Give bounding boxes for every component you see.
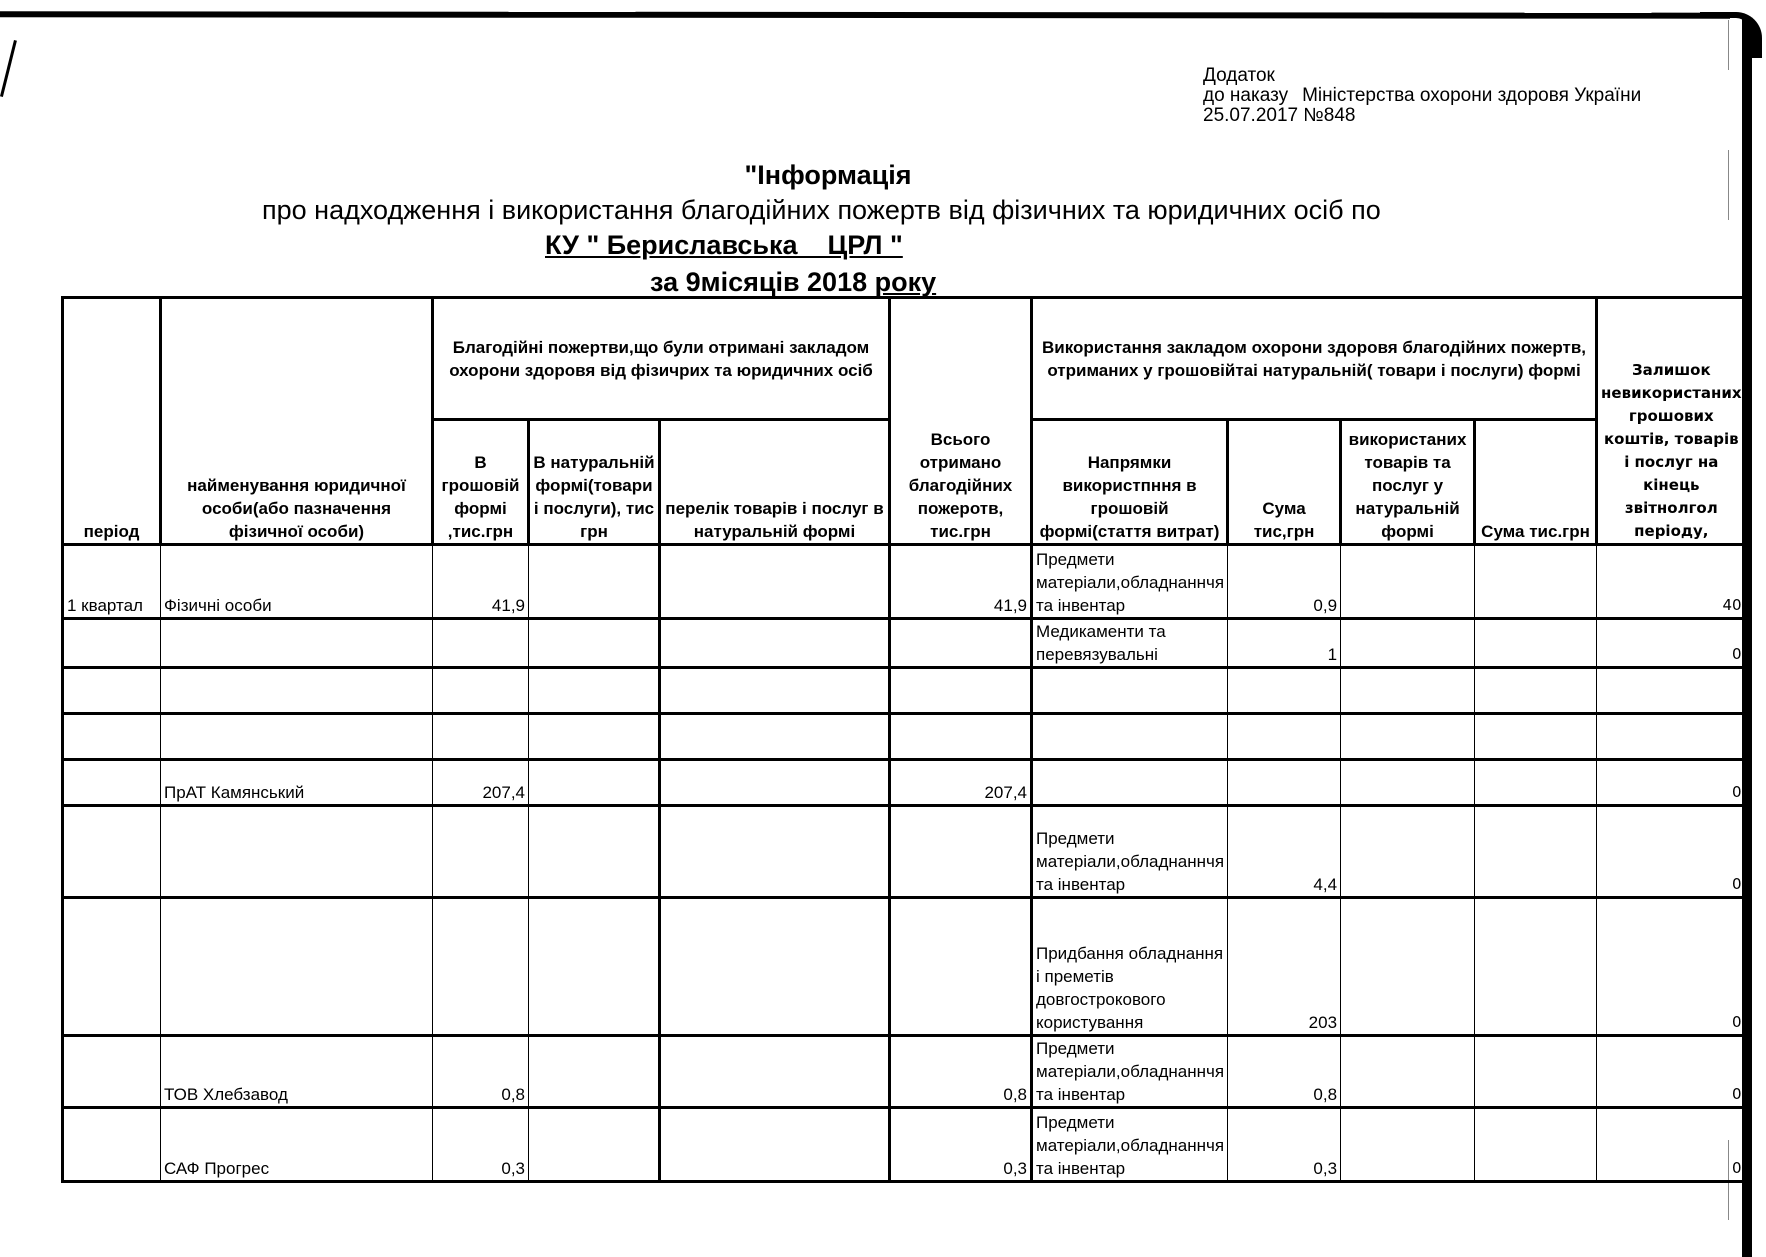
header-usage-kind-goods: використаних товарів та послуг у натуральній формі: [1341, 420, 1475, 545]
scan-dash: [1728, 20, 1729, 70]
row-sum: [1228, 668, 1341, 714]
row-name: ТОВ Хлебзавод: [161, 1036, 433, 1108]
donations-table: [61, 296, 1748, 1183]
document-heading: "Інформація: [744, 160, 912, 190]
report-period: [650, 267, 936, 298]
row-kind-goods: [1341, 545, 1475, 619]
row-kind-sum: [1475, 760, 1597, 806]
row-kind-sum: [1475, 714, 1597, 760]
row-kind-goods: [1341, 760, 1475, 806]
row-direction: Медикаменти та перевязувальні: [1032, 619, 1228, 668]
scan-corner: [1700, 12, 1762, 58]
table-row: [63, 1108, 1747, 1182]
row-kind-goods: [1341, 668, 1475, 714]
table-row: [63, 668, 1747, 714]
row-direction: [1032, 760, 1228, 806]
institution-name: КУ " Бериславська ЦРЛ ": [545, 230, 903, 260]
row-remainder: 40: [1597, 545, 1747, 619]
appendix-order-label: до наказу: [1203, 85, 1289, 106]
appendix-block: [1203, 66, 1641, 126]
row-total: 207,4: [890, 760, 1032, 806]
row-kind-sum: [1475, 806, 1597, 898]
appendix-date: 25.07.2017: [1203, 105, 1299, 126]
row-kind-sum: [1475, 898, 1597, 1036]
row-goods: [660, 1036, 890, 1108]
row-cash: 207,4: [433, 760, 529, 806]
row-cash: [433, 898, 529, 1036]
header-remainder: Залишок невикористаних грошових коштів, товарів і послуг на кінець звітнолгол періоду,: [1597, 298, 1747, 545]
row-sum: 4,4: [1228, 806, 1341, 898]
row-goods: [660, 898, 890, 1036]
document-subtitle: про надходження і використання благодійних пожертв від фізичних та юридичних осіб по: [262, 195, 1381, 225]
row-remainder: 0: [1597, 898, 1747, 1036]
row-cash: [433, 714, 529, 760]
row-goods: [660, 545, 890, 619]
row-kind-goods: [1341, 1036, 1475, 1108]
header-usage-direction: Напрямки використпння в грошовій формі(стаття витрат): [1032, 420, 1228, 545]
row-sum: 0,3: [1228, 1108, 1341, 1182]
row-direction: Придбання обладнання і преметів довгострокового користування: [1032, 898, 1228, 1036]
row-total: [890, 619, 1032, 668]
row-name: ПрАТ Камянський: [161, 760, 433, 806]
row-cash: [433, 619, 529, 668]
row-goods: [660, 1108, 890, 1182]
row-period: [63, 760, 161, 806]
row-direction: Предмети матеріали,обладнаннчя та інвентар: [1032, 545, 1228, 619]
row-direction: Предмети матеріали,обладнаннчя та інвентар: [1032, 1108, 1228, 1182]
row-direction: Предмети матеріали,обладнаннчя та інвентар: [1032, 1036, 1228, 1108]
row-kind: [529, 619, 660, 668]
row-period: [63, 714, 161, 760]
row-direction: [1032, 668, 1228, 714]
row-total: 41,9: [890, 545, 1032, 619]
row-total: 0,3: [890, 1108, 1032, 1182]
pen-mark: [0, 40, 17, 97]
row-name: [161, 619, 433, 668]
row-name: [161, 806, 433, 898]
row-cash: [433, 806, 529, 898]
scan-border-top: [0, 11, 1730, 19]
row-remainder: 0: [1597, 1036, 1747, 1108]
row-period: [63, 668, 161, 714]
scan-dash: [1728, 150, 1729, 220]
row-name: [161, 714, 433, 760]
appendix-ministry: Міністерства охорони здоровя України: [1302, 85, 1642, 106]
appendix-number: №848: [1303, 105, 1356, 126]
row-total: [890, 806, 1032, 898]
row-name: [161, 898, 433, 1036]
row-remainder: 0: [1597, 1108, 1747, 1182]
header-goods-list: перелік товарів і послуг в натуральній формі: [660, 420, 890, 545]
table-row: [63, 545, 1747, 619]
appendix-line3: [1203, 106, 1641, 126]
row-kind-sum: [1475, 545, 1597, 619]
row-total: [890, 668, 1032, 714]
row-kind: [529, 545, 660, 619]
row-kind: [529, 806, 660, 898]
row-direction: Предмети матеріали,обладнаннчя та інвентар: [1032, 806, 1228, 898]
row-kind: [529, 898, 660, 1036]
table-row: [63, 806, 1747, 898]
row-kind-goods: [1341, 898, 1475, 1036]
row-kind-goods: [1341, 714, 1475, 760]
row-sum: 0,9: [1228, 545, 1341, 619]
row-period: [63, 619, 161, 668]
row-sum: 0,8: [1228, 1036, 1341, 1108]
row-goods: [660, 668, 890, 714]
header-usage-sum: Сума тис,грн: [1228, 420, 1341, 545]
row-name: Фізичні особи: [161, 545, 433, 619]
appendix-line2: [1203, 86, 1641, 106]
report-period-suffix: року: [874, 267, 937, 297]
row-period: [63, 1108, 161, 1182]
header-received-kind: В натуральній формі(товари і послуги), тис грн: [529, 420, 660, 545]
row-remainder: 0: [1597, 806, 1747, 898]
row-period: [63, 1036, 161, 1108]
row-kind-sum: [1475, 668, 1597, 714]
row-period: 1 квартал: [63, 545, 161, 619]
row-kind: [529, 714, 660, 760]
row-cash: 0,8: [433, 1036, 529, 1108]
row-remainder: 0: [1597, 760, 1747, 806]
header-period: період: [63, 298, 161, 545]
row-kind: [529, 1108, 660, 1182]
row-kind-goods: [1341, 806, 1475, 898]
row-sum: [1228, 760, 1341, 806]
row-remainder: [1597, 714, 1747, 760]
header-received-cash: В грошовій формі ,тис.грн: [433, 420, 529, 545]
table-row: [63, 1036, 1747, 1108]
row-total: [890, 714, 1032, 760]
table-body: [63, 545, 1747, 1182]
row-kind-sum: [1475, 1108, 1597, 1182]
row-goods: [660, 760, 890, 806]
row-cash: 41,9: [433, 545, 529, 619]
row-sum: 203: [1228, 898, 1341, 1036]
row-period: [63, 806, 161, 898]
header-total: Всього отримано благодійних пожеротв, тис.грн: [890, 298, 1032, 545]
row-kind: [529, 668, 660, 714]
row-total: [890, 898, 1032, 1036]
row-kind-sum: [1475, 619, 1597, 668]
row-kind: [529, 1036, 660, 1108]
row-sum: [1228, 714, 1341, 760]
row-direction: [1032, 714, 1228, 760]
row-name: [161, 668, 433, 714]
row-name: САФ Прогрес: [161, 1108, 433, 1182]
row-goods: [660, 714, 890, 760]
table-row: [63, 714, 1747, 760]
report-period-prefix: за 9місяців 2018: [650, 267, 875, 297]
row-cash: [433, 668, 529, 714]
row-kind-sum: [1475, 1036, 1597, 1108]
appendix-line1: Додаток: [1203, 65, 1275, 86]
table-row: [63, 898, 1747, 1036]
header-received-group: Благодійні пожертви,що були отримані закладом охорони здоровя від фізичрих та юридичних осіб: [433, 298, 890, 420]
row-total: 0,8: [890, 1036, 1032, 1108]
row-goods: [660, 806, 890, 898]
row-kind-goods: [1341, 619, 1475, 668]
row-kind-goods: [1341, 1108, 1475, 1182]
table-row: [63, 760, 1747, 806]
header-usage-group: Використання закладом охорони здоровя благодійних пожертв, отриманих у грошовійтаі натуральній( товари і послуги) формі: [1032, 298, 1597, 420]
header-name: найменування юридичної особи(або пазначення фізичної особи): [161, 298, 433, 545]
row-goods: [660, 619, 890, 668]
table-row: [63, 619, 1747, 668]
row-period: [63, 898, 161, 1036]
row-cash: 0,3: [433, 1108, 529, 1182]
row-sum: 1: [1228, 619, 1341, 668]
header-usage-kind-sum: Сума тис.грн: [1475, 420, 1597, 545]
row-kind: [529, 760, 660, 806]
row-remainder: [1597, 668, 1747, 714]
row-remainder: 0: [1597, 619, 1747, 668]
